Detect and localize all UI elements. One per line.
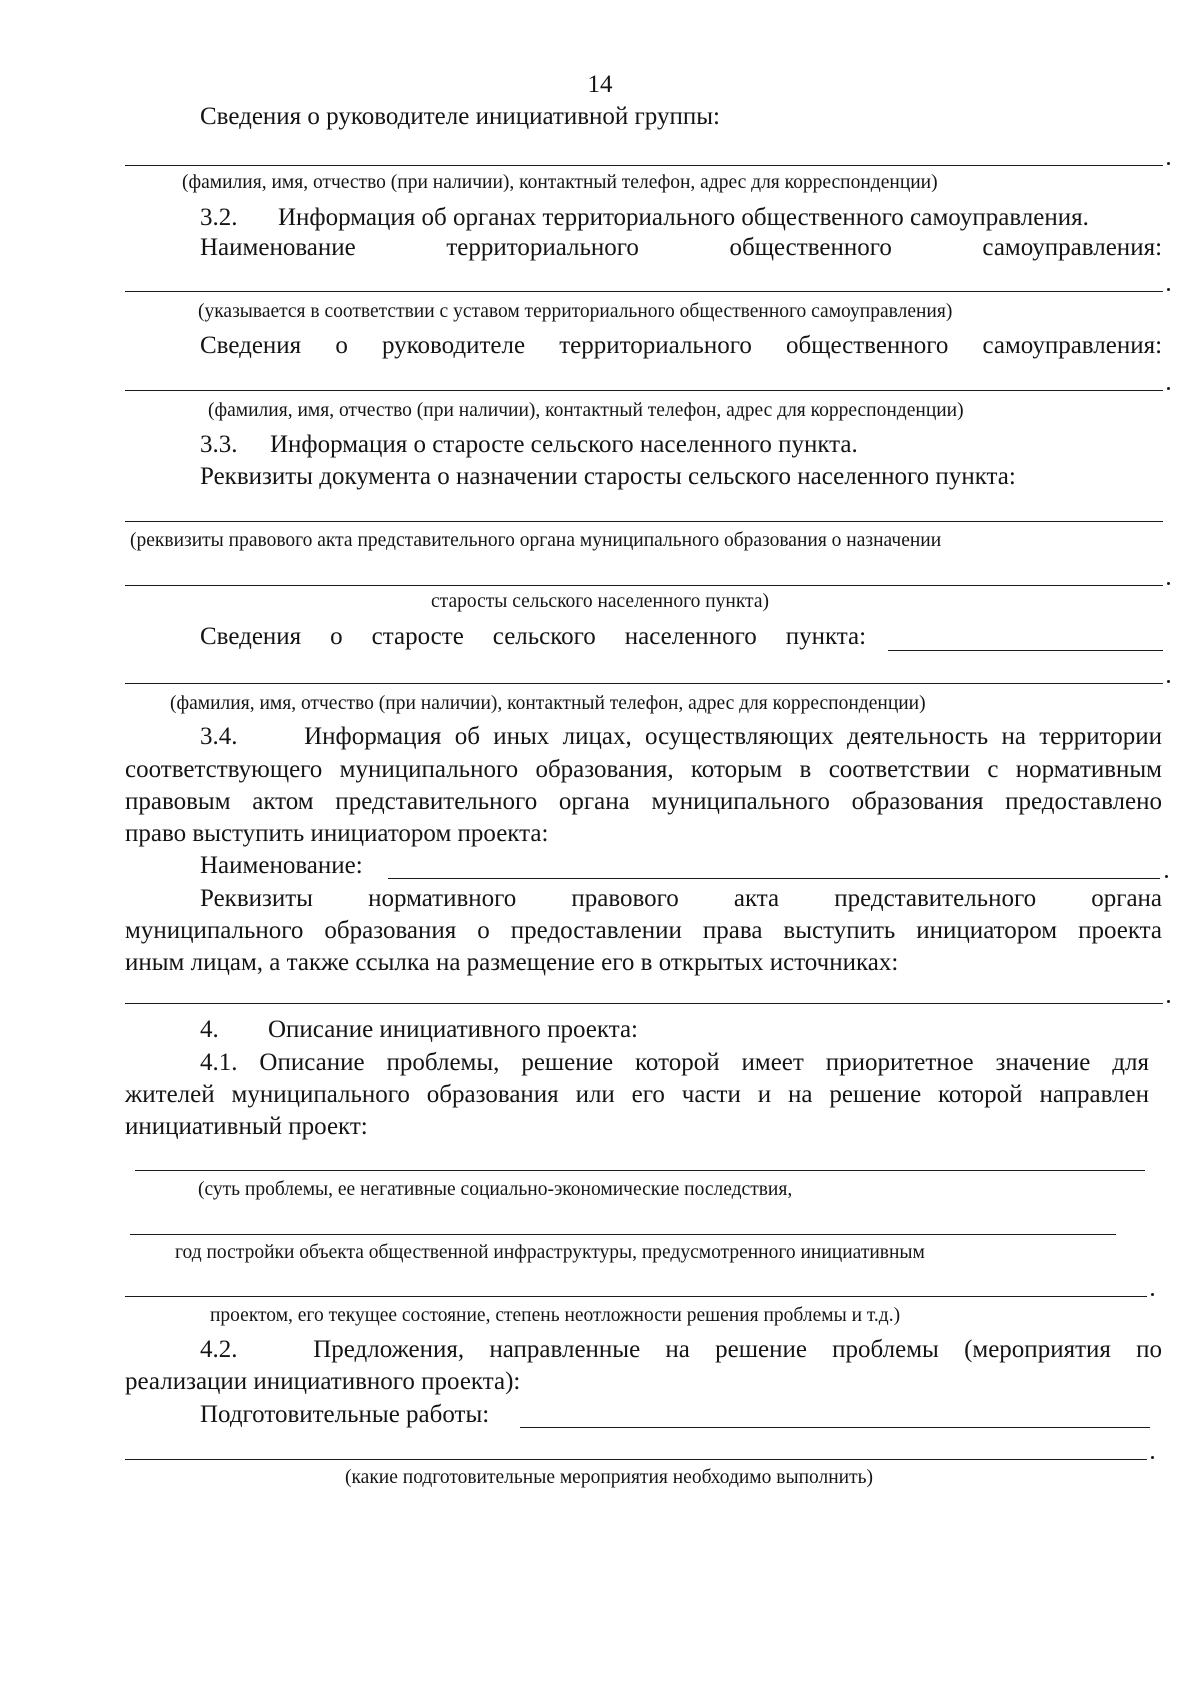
section-4-title: Описание инициативного проекта: xyxy=(268,1016,638,1043)
elder-info-label: Сведения о старосте сельского населенного пункта: xyxy=(200,623,867,650)
period-mark xyxy=(1167,1000,1170,1003)
tos-name-caption: (указывается в соответствии с уставом территориального общественного самоуправления) xyxy=(198,301,953,322)
elder-info-blank-inline xyxy=(888,650,1163,651)
section-3-2-title: Информация об органах территориального общественного самоуправления. xyxy=(278,204,1089,231)
other-req-line-2: муниципального образования о предоставлении права выступить инициатором проекта xyxy=(125,917,1162,944)
section-3-4-line-1: 3.4. Информация об иных лицах, осуществляющих деятельность на территории xyxy=(200,723,1162,750)
problem-blank-line-3 xyxy=(125,1296,1147,1297)
leader-blank-line xyxy=(125,165,1163,166)
problem-caption-line-3: проектом, его текущее состояние, степень неотложности решения проблемы и т.д.) xyxy=(210,1305,901,1326)
leader-caption: (фамилия, имя, отчество (при наличии), контактный телефон, адрес для корреспонденции) xyxy=(182,172,938,193)
page-number: 14 xyxy=(587,71,613,98)
elder-doc-blank-line-1 xyxy=(125,521,1163,522)
problem-caption-line-1: (суть проблемы, ее негативные социально-экономические последствия, xyxy=(198,1179,793,1200)
elder-doc-caption-line-2: старосты сельского населенного пункта) xyxy=(431,591,769,612)
period-mark xyxy=(1165,875,1168,878)
prep-works-label: Подготовительные работы: xyxy=(200,1401,490,1428)
elder-info-caption: (фамилия, имя, отчество (при наличии), контактный телефон, адрес для корреспонденции) xyxy=(170,693,926,714)
leader-heading: Сведения о руководителе инициативной группы: xyxy=(200,103,720,130)
other-req-blank-line xyxy=(125,1003,1163,1004)
section-3-4-line-4: право выступить инициатором проекта: xyxy=(125,820,549,847)
period-mark xyxy=(1167,582,1170,585)
section-3-2-number: 3.2. xyxy=(200,204,238,231)
section-3-4-line-2: соответствующего муниципального образования, которым в соответствии с нормативным xyxy=(125,756,1162,783)
tos-head-caption: (фамилия, имя, отчество (при наличии), контактный телефон, адрес для корреспонденции) xyxy=(208,400,964,421)
other-name-blank-line xyxy=(388,878,1160,879)
section-4-1-line-1: 4.1. Описание проблемы, решение которой имеет приоритетное значение для xyxy=(200,1049,1149,1076)
other-name-label: Наименование: xyxy=(200,852,363,879)
problem-blank-line-1 xyxy=(135,1170,1145,1171)
elder-info-blank-line xyxy=(125,683,1163,684)
section-3-3-title: Информация о старосте сельского населенного пункта. xyxy=(270,431,858,458)
prep-works-blank-line xyxy=(125,1459,1147,1460)
period-mark xyxy=(1167,288,1170,291)
period-mark xyxy=(1167,387,1170,390)
tos-head-blank-line xyxy=(125,390,1163,391)
other-req-line-3: иным лицам, а также ссылка на размещение его в открытых источниках: xyxy=(125,949,899,976)
section-4-2-line-1: 4.2. Предложения, направленные на решение проблемы (мероприятия по xyxy=(200,1336,1162,1363)
section-4-1-line-2: жителей муниципального образования или его части и на решение которой направлен xyxy=(125,1081,1149,1108)
period-mark xyxy=(1167,680,1170,683)
period-mark xyxy=(1167,162,1170,165)
section-4-2-line-2: реализации инициативного проекта): xyxy=(125,1368,521,1395)
period-mark xyxy=(1151,1293,1154,1296)
section-4-1-line-3: инициативный проект: xyxy=(125,1113,368,1140)
tos-name-blank-line xyxy=(125,291,1163,292)
tos-head-label: Сведения о руководителе территориального общественного самоуправления: xyxy=(200,332,1163,359)
elder-doc-blank-line-2 xyxy=(125,585,1163,586)
section-3-4-line-3: правовым актом представительного органа муниципального образования предоставлено xyxy=(125,788,1162,815)
prep-works-blank-inline xyxy=(520,1427,1150,1428)
section-3-3-number: 3.3. xyxy=(200,431,238,458)
other-req-line-1: Реквизиты нормативного правового акта представительного органа xyxy=(200,885,1163,912)
prep-works-caption: (какие подготовительные мероприятия необходимо выполнить) xyxy=(345,1467,874,1488)
problem-caption-line-2: год постройки объекта общественной инфраструктуры, предусмотренного инициативным xyxy=(175,1242,925,1263)
period-mark xyxy=(1151,1456,1154,1459)
section-4-number: 4. xyxy=(200,1016,219,1043)
elder-doc-label: Реквизиты документа о назначении старосты сельского населенного пункта: xyxy=(200,463,1016,490)
elder-doc-caption-line-1: (реквизиты правового акта представительного органа муниципального образования о назначении xyxy=(130,530,942,551)
problem-blank-line-2 xyxy=(130,1234,1116,1235)
tos-name-label: Наименование территориального общественного самоуправления: xyxy=(200,234,1163,261)
